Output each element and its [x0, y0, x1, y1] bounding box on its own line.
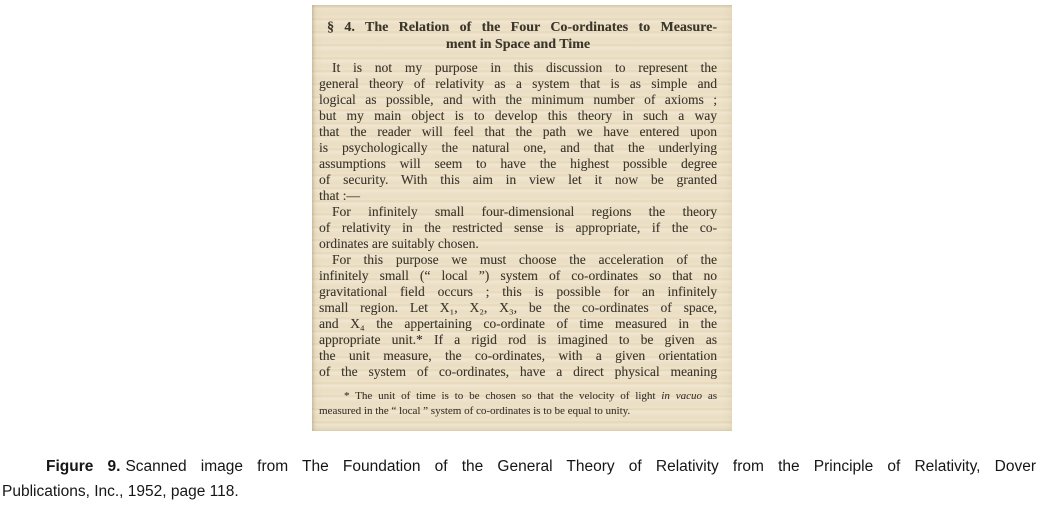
text-line: and X₄ the appertaining co-ordinate of time measured in the — [319, 316, 717, 331]
section-heading-line2: ment in Space and Time — [445, 37, 591, 52]
figure-caption-line2: Publications, Inc., 1952, page 118. — [2, 483, 239, 500]
page-footnote — [319, 389, 717, 419]
figure-caption — [2, 454, 1036, 504]
page-body — [319, 60, 717, 380]
footnote-text: as — [701, 390, 717, 402]
figure-caption-text: Scanned image from The Foundation of the General Theory of Relativity from the Principle of Relativity, Dover — [125, 458, 1036, 475]
footnote-line: measured in the “ local ” system of co-ordinates is to be equal to unity. — [319, 405, 631, 417]
text-line: gravitational field occurs ; this is possible for an infinitely — [319, 284, 717, 299]
footnote-italic-text: in vacuo — [661, 390, 702, 402]
text-line: For infinitely small four-dimensional regions the theory — [332, 204, 717, 219]
text-line: general theory of relativity as a system that is as simple and — [319, 76, 717, 91]
figure-caption-line1 — [2, 454, 1036, 479]
section-heading-line1: § 4. The Relation of the Four Co-ordinates to Measure- — [327, 20, 717, 35]
text-line: of the system of co-ordinates, have a direct physical meaning — [319, 364, 717, 379]
text-line: It is not my purpose in this discussion to represent the — [332, 60, 717, 75]
figure-caption-label: Figure 9. — [46, 458, 121, 475]
text-line: assumptions will seem to have the highest possible degree — [319, 156, 717, 171]
text-line: infinitely small (“ local ”) system of co-ordinates so that no — [319, 268, 717, 283]
text-line: small region. Let X₁, X₂, X₃, be the co-ordinates of space, — [319, 300, 717, 315]
text-line: appropriate unit.* If a rigid rod is imagined to be given as — [319, 332, 717, 347]
text-line: of relativity in the restricted sense is appropriate, if the co- — [319, 220, 717, 235]
text-line: the unit measure, the co-ordinates, with a given orientation — [319, 348, 717, 363]
text-line: of security. With this aim in view let it now be granted — [319, 172, 717, 187]
text-line: ordinates are suitably chosen. — [319, 236, 479, 251]
text-line: logical as possible, and with the minimum number of axioms ; — [319, 92, 717, 107]
section-heading — [319, 19, 717, 53]
text-line: but my main object is to develop this theory in such a way — [319, 108, 717, 123]
text-line: For this purpose we must choose the acceleration of the — [332, 252, 717, 267]
text-line: is psychologically the natural one, and that the underlying — [319, 140, 717, 155]
footnote-text: * The unit of time is to be chosen so that the velocity of light — [344, 390, 662, 402]
footnote-line — [319, 389, 717, 404]
scanned-book-page — [312, 5, 732, 431]
text-line: that the reader will feel that the path we have entered upon — [319, 124, 717, 139]
text-line: that :— — [319, 188, 360, 203]
